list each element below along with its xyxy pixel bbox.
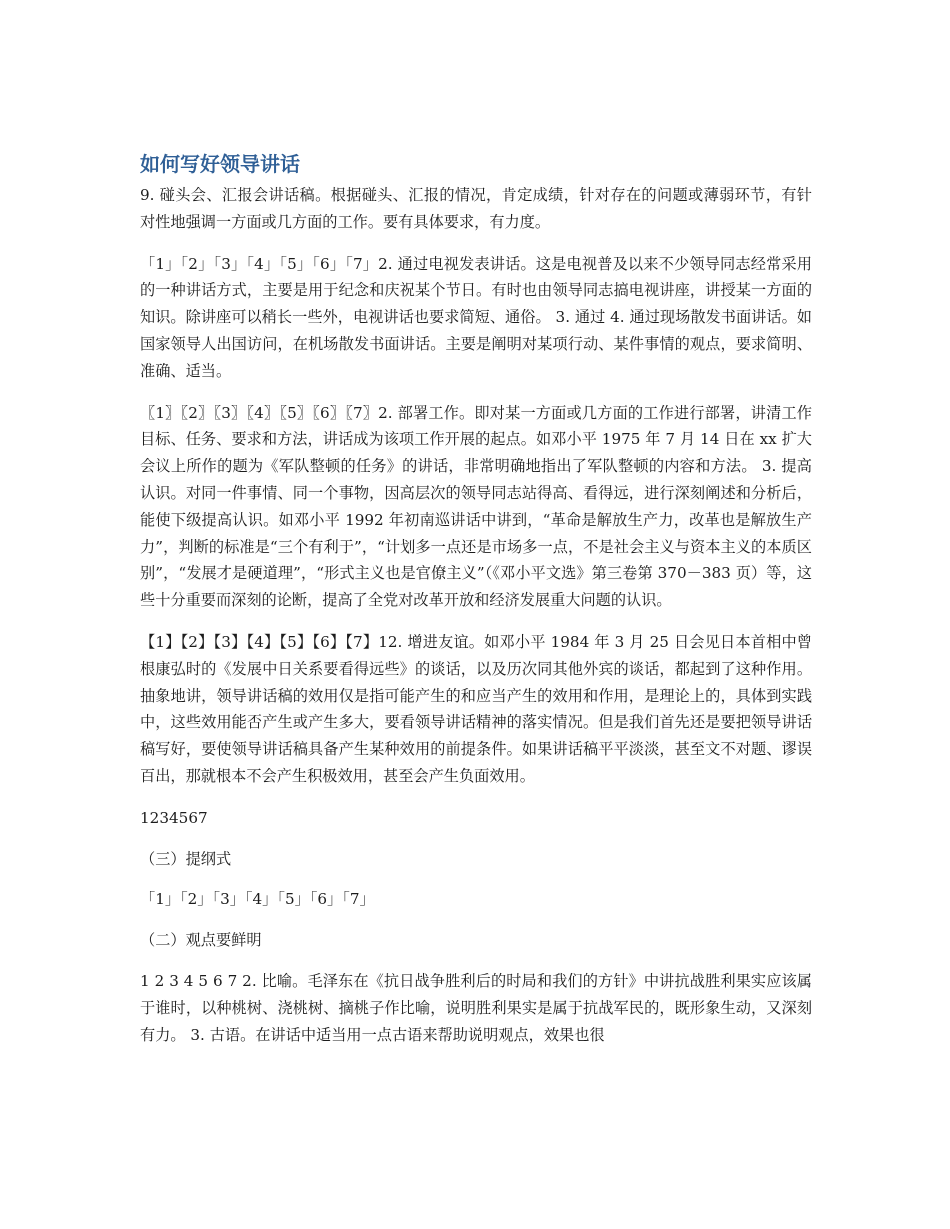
paragraph-number-list: 1234567: [140, 808, 208, 827]
paragraph-metaphor: 1 2 3 4 5 6 7 2. 比喻。毛泽东在《抗日战争胜利后的时局和我们的方针》中讲抗战胜利果实应该属于谁时，以种桃树、浇桃树、摘桃子作比喻，说明胜利果实是属于抗战军民的，既形象生动，又深刻有力。 3. 古语。在讲话中适当用一点古语来帮助说明观点，效果也很: [140, 971, 812, 1044]
document-title: 如何写好领导讲话: [140, 152, 300, 176]
document-page: [140, 148, 812, 1063]
paragraph-friendship: 【1】【2】【3】【4】【5】【6】【7】12. 增进友谊。如邓小平 1984 年 3 月 25 日会见日本首相中曾根康弘时的《发展中日关系要看得远些》的谈话，以及历次同其他外宾的谈话，都起到了这种作用。 抽象地讲，领导讲话稿的效用仅是指可能产生的和应当产生的效用和作用，是理论上的，具体到实践中，这些效用能否产生或产生多大，要看领导讲话精神的落实情况。但是我们首先还是要把领导讲话稿写好，要使领导讲话稿具备产生某种效用的前提条件。如果讲话稿平平淡淡，甚至文不对题、谬误百出，那就根本不会产生积极效用，甚至会产生负面效用。: [140, 632, 812, 785]
paragraph-bracket-list: 「1」「2」「3」「4」「5」「6」「7」: [140, 890, 375, 909]
paragraph-tv-speech: 「1」「2」「3」「4」「5」「6」「7」2. 通过电视发表讲话。这是电视普及以来不少领导同志经常采用的一种讲话方式，主要是用于纪念和庆祝某个节日。有时也由领导同志搞电视讲座，讲授某一方面的知识。除讲座可以稍长一些外，电视讲话也要求简短、通俗。 3. 通过 4. 通过现场散发书面讲话。如国家领导人出国访问，在机场散发书面讲话。主要是阐明对某项行动、某件事情的观点，要求简明、准确、适当。: [140, 254, 812, 380]
paragraph-briefing-speech: 9. 碰头会、汇报会讲话稿。根据碰头、汇报的情况，肯定成绩，针对存在的问题或薄弱环节，有针对性地强调一方面或几方面的工作。要有具体要求，有力度。: [140, 186, 812, 231]
paragraph-deploy-work: 〖1〗〖2〗〖3〗〖4〗〖5〗〖6〗〖7〗2. 部署工作。即对某一方面或几方面的工作进行部署，讲清工作目标、任务、要求和方法，讲话成为该项工作开展的起点。如邓小平 1975 年 7 月 14 日在 xx 扩大会议上所作的题为《军队整顿的任务》的讲话，非常明确地指出了军队整顿的内容和方法。 3. 提高认识。对同一件事情、同一个事物，因高层次的领导同志站得高、看得远，进行深刻阐述和分析后，能使下级提高认识。如邓小平 1992 年初南巡讲话中讲到，“革命是解放生产力，改革也是解放生产力”，判断的标准是“三个有利于”，“计划多一点还是市场多一点，不是社会主义与资本主义的本质区别”，“发展才是硬道理”，“形式主义也是官僚主义”（《邓小平文选》第三卷第 370－383 页）等，这些十分重要而深刻的论断，提高了全党对改革开放和经济发展重大问题的认识。: [140, 403, 812, 610]
heading-outline-style: （三）提纲式: [140, 849, 232, 868]
heading-clear-viewpoint: （二）观点要鲜明: [140, 931, 262, 950]
